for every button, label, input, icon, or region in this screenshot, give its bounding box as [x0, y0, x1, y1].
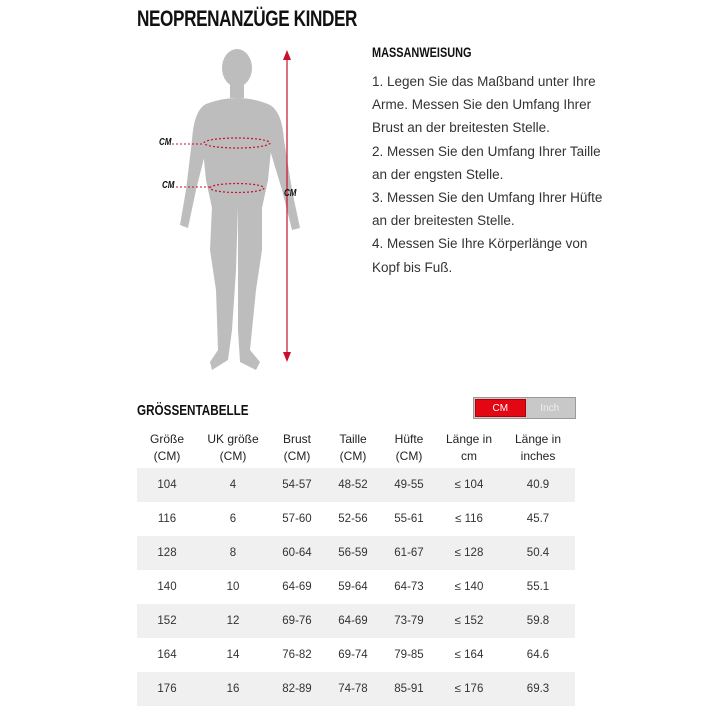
table-cell: 55-61 [394, 513, 424, 525]
table-cell: 8 [197, 536, 269, 570]
table-row [137, 468, 575, 502]
table-cell: ≤ 116 [455, 513, 483, 525]
table-cell: ≤ 164 [454, 649, 484, 661]
table-cell: 164 [157, 649, 177, 661]
table-cell: 59-64 [338, 581, 368, 593]
table-cell: 59.8 [501, 604, 575, 638]
table-cell: ≤ 140 [454, 581, 484, 593]
table-cell: 152 [137, 604, 197, 638]
table-cell: 64-73 [394, 581, 424, 593]
header-taille: Taille (CM) [339, 432, 367, 463]
table-cell: 57-60 [282, 513, 312, 525]
table-cell: ≤ 176 [437, 672, 501, 706]
table-cell: 49-55 [381, 468, 437, 502]
table-cell: 64-69 [282, 581, 312, 593]
table-cell: 140 [157, 581, 177, 593]
table-cell: 60-64 [269, 536, 325, 570]
table-cell: 40.9 [501, 468, 575, 502]
instructions-list [372, 70, 612, 279]
header-groesse: Größe (CM) [149, 432, 184, 463]
table-cell: 4 [197, 468, 269, 502]
table-cell: ≤ 104 [437, 468, 501, 502]
table-cell: 52-56 [338, 513, 368, 525]
instruction-step: 2. Messen Sie den Umfang Ihrer Taille an der engsten Stelle. [372, 143, 601, 182]
table-cell: 82-89 [269, 672, 325, 706]
table-cell: 54-57 [269, 468, 325, 502]
table-cell: 69-76 [269, 604, 325, 638]
instructions-title: MASSANWEISUNG [372, 44, 472, 60]
table-cell: 14 [226, 649, 240, 661]
table-cell: 16 [197, 672, 269, 706]
table-cell: 128 [137, 536, 197, 570]
table-cell: 79-85 [394, 649, 424, 661]
header-brust: Brust (CM) [282, 432, 311, 463]
table-cell: 50.4 [501, 536, 575, 570]
table-row [137, 672, 575, 706]
unit-inch-button[interactable]: Inch [540, 402, 560, 414]
table-row [137, 570, 575, 604]
header-laenge-inches: Länge in inches [514, 432, 562, 463]
table-cell: 55.1 [526, 581, 550, 593]
table-cell: 73-79 [381, 604, 437, 638]
chest-cm-label: CM [159, 137, 172, 148]
instruction-step: 4. Messen Sie Ihre Körperlänge von Kopf bis Fuß. [372, 236, 588, 275]
table-cell: 85-91 [381, 672, 437, 706]
table-cell: 104 [137, 468, 197, 502]
table-cell: ≤ 152 [437, 604, 501, 638]
waist-cm-label: CM [162, 180, 175, 191]
table-row [137, 638, 575, 672]
size-table-title: GRÖSSENTABELLE [137, 402, 249, 419]
table-cell: 116 [157, 513, 177, 525]
table-cell: 176 [137, 672, 197, 706]
header-huefte: Hüfte (CM) [394, 432, 424, 463]
unit-cm-button[interactable]: CM [475, 399, 526, 417]
header-uk-groesse: UK größe (CM) [207, 432, 259, 463]
measurement-instructions [372, 44, 612, 279]
table-cell: 48-52 [325, 468, 381, 502]
instruction-step: 1. Legen Sie das Maßband unter Ihre Arme. Messen Sie den Umfang Ihrer Brust an der breitesten Stelle. [372, 74, 596, 136]
table-row [137, 604, 575, 638]
table-cell: 69.3 [501, 672, 575, 706]
size-table [137, 430, 575, 706]
table-cell: 56-59 [325, 536, 381, 570]
table-cell: 64.6 [526, 649, 550, 661]
table-cell: 61-67 [381, 536, 437, 570]
table-cell: 12 [197, 604, 269, 638]
table-cell: 45.7 [526, 513, 550, 525]
table-cell: 76-82 [282, 649, 312, 661]
body-measurement-figure [150, 40, 330, 380]
table-row [137, 502, 575, 536]
table-cell: 74-78 [325, 672, 381, 706]
table-header-row [137, 430, 575, 468]
body-silhouette-icon [150, 40, 330, 380]
table-cell: ≤ 128 [437, 536, 501, 570]
table-cell: 6 [229, 513, 237, 525]
table-cell: 69-74 [338, 649, 368, 661]
unit-toggle[interactable] [473, 397, 576, 419]
table-cell: 10 [226, 581, 240, 593]
page-title: NEOPRENANZÜGE KINDER [137, 6, 358, 31]
instruction-step: 3. Messen Sie den Umfang Ihrer Hüfte an der breitesten Stelle. [372, 190, 603, 229]
table-cell: 64-69 [325, 604, 381, 638]
table-row [137, 536, 575, 570]
length-cm-label: CM [284, 188, 297, 199]
header-laenge-cm: Länge in cm [445, 432, 493, 463]
